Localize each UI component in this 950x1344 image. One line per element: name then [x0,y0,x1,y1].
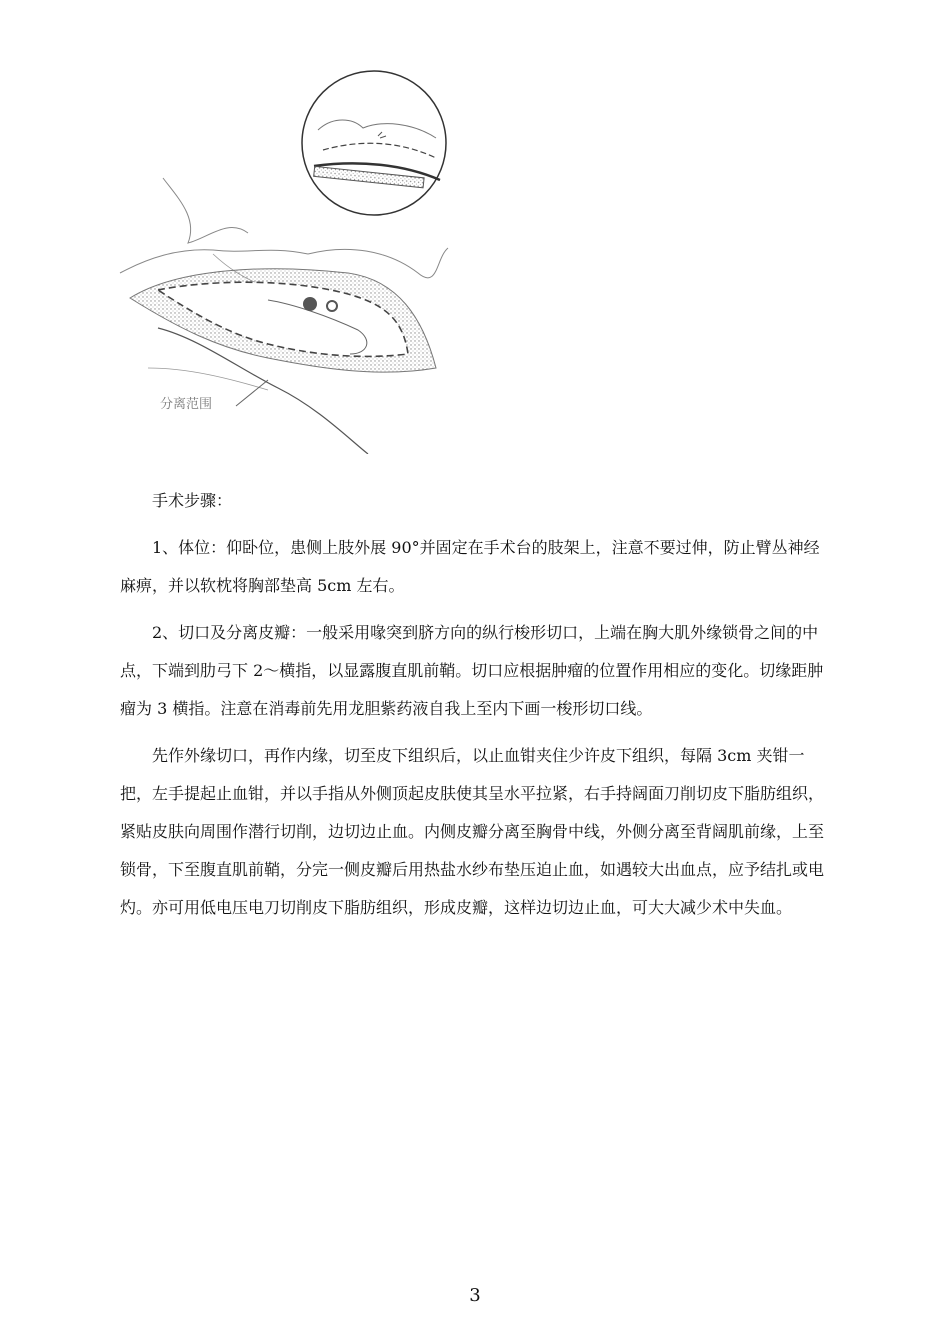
paragraph-flap-dissection: 先作外缘切口，再作内缘，切至皮下组织后，以止血钳夹住少许皮下组织，每隔 3cm 夹钳一把，左手提起止血钳，并以手指从外侧顶起皮肤使其呈水平拉紧，右手持阔面刀削切皮下脂肪组织，紧贴皮肤向周围作潜行切削，边切边止血。内侧皮瓣分离至胸骨中线，外侧分离至背阔肌前缘，上至锁骨，下至腹直肌前鞘，分完一侧皮瓣后用热盐水纱布垫压迫止血，如遇较大出血点，应予结扎或电灼。亦可用低电压电刀切削皮下脂肪组织，形成皮瓣，这样边切边止血，可大大减少术中失血。 [120,746,825,917]
surgical-illustration [118,68,463,454]
paragraph-incision: 2、切口及分离皮瓣：一般采用喙突到脐方向的纵行梭形切口，上端在胸大肌外缘锁骨之间的中点，下端到肋弓下 2～横指，以显露腹直肌前鞘。切口应根据肿瘤的位置作用相应的变化。切缘距肿瘤为 3 横指。注意在消毒前先用龙胆紫药液自我上至内下画一梭形切口线。 [120,623,824,718]
page-number: 3 [469,1285,481,1306]
paragraph-positioning: 1、体位：仰卧位，患侧上肢外展 90°并固定在手术台的肢架上，注意不要过伸，防止臂丛神经麻痹，并以软枕将胸部垫高 5cm 左右。 [120,538,820,595]
section-heading: 手术步骤： [152,491,233,510]
figure-label: 分离范围 [160,397,213,412]
body-text [120,482,828,927]
